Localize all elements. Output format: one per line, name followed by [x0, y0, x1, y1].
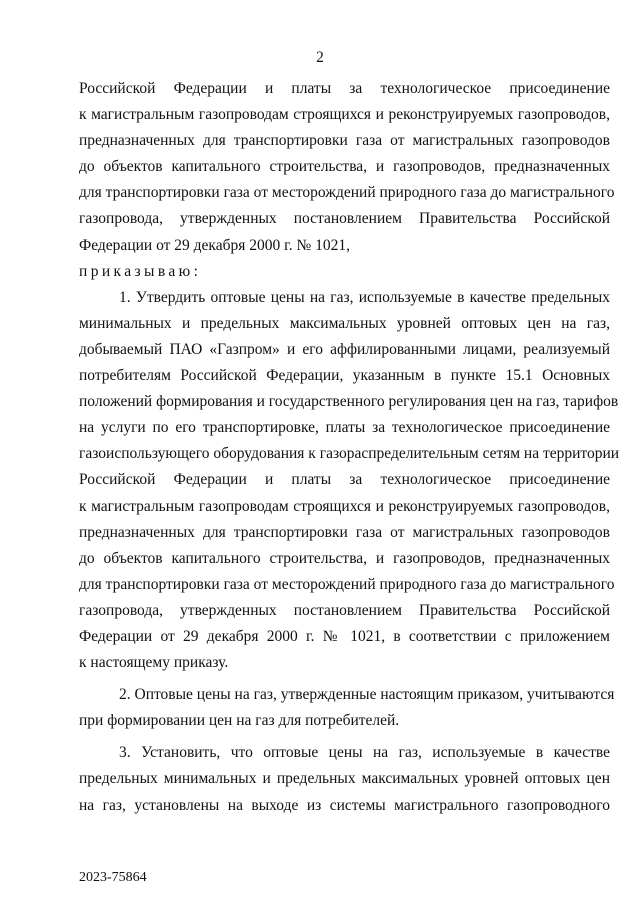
- text-line: добываемый ПАО «Газпром» и его аффилированными лицами, реализуемый: [79, 340, 610, 358]
- text-line: при формировании цен на газ для потребителей.: [79, 712, 400, 730]
- text-line: газопровода, утвержденных постановлением Правительства Российской: [79, 210, 610, 228]
- text-line: Российской Федерации и платы за технологическое присоединение: [79, 80, 610, 97]
- paragraph-item-2: [79, 682, 615, 734]
- text-line: до объектов капитального строительства, и газопроводов, предназначенных: [79, 549, 610, 567]
- text-line: минимальных и предельных максимальных уровней оптовых цен на газ,: [79, 314, 610, 332]
- text-line: на услуги по его транспортировке, платы за технологическое присоединение: [79, 419, 610, 437]
- paragraph-item-1: [79, 285, 620, 676]
- text-line: положений формирования и государственного регулирования цен на газ, тарифов: [79, 393, 619, 411]
- text-line: к настоящему приказу.: [79, 654, 229, 672]
- text-line: 2. Оптовые цены на газ, утвержденные настоящим приказом, учитываются: [119, 686, 615, 704]
- text-line: к магистральным газопроводам строящихся и реконструируемых газопроводов,: [79, 497, 610, 515]
- paragraph-item-3: [79, 740, 610, 818]
- text-line: 1. Утвердить оптовые цены на газ, используемые в качестве предельных: [119, 288, 610, 306]
- document-code: 2023-75864: [79, 870, 147, 885]
- text-line: Федерации от 29 декабря 2000 г. № 1021, в соответствии с приложением: [79, 627, 610, 645]
- paragraph-order-word: [79, 259, 610, 285]
- text-line: Российской Федерации и платы за технологическое присоединение: [79, 471, 610, 489]
- paragraph-continuation: [79, 76, 615, 259]
- text-line: до объектов капитального строительства, и газопроводов, предназначенных: [79, 158, 610, 176]
- text-line: 3. Установить, что оптовые цены на газ, используемые в качестве: [119, 744, 610, 762]
- document-body: [79, 76, 620, 819]
- text-line: для транспортировки газа от месторождений природного газа до магистрального: [79, 575, 615, 593]
- text-line: потребителям Российской Федерации, указанным в пункте 15.1 Основных: [79, 367, 610, 385]
- text-line: к магистральным газопроводам строящихся и реконструируемых газопроводов,: [79, 106, 610, 124]
- text-line: предназначенных для транспортировки газа от магистральных газопроводов: [79, 132, 610, 150]
- text-line: газопровода, утвержденных постановлением Правительства Российской: [79, 601, 610, 619]
- text-line: предельных минимальных и предельных максимальных уровней оптовых цен: [79, 770, 610, 788]
- text-line: для транспортировки газа от месторождений природного газа до магистрального: [79, 184, 615, 202]
- text-line: газоиспользующего оборудования к газораспределительным сетям на территории: [79, 445, 620, 463]
- order-word: приказываю:: [79, 262, 202, 280]
- page-number: 2: [316, 49, 324, 66]
- text-line: Федерации от 29 декабря 2000 г. № 1021,: [79, 236, 351, 254]
- text-line: на газ, установлены на выходе из системы магистрального газопроводного: [79, 796, 610, 814]
- text-line: предназначенных для транспортировки газа от магистральных газопроводов: [79, 523, 610, 541]
